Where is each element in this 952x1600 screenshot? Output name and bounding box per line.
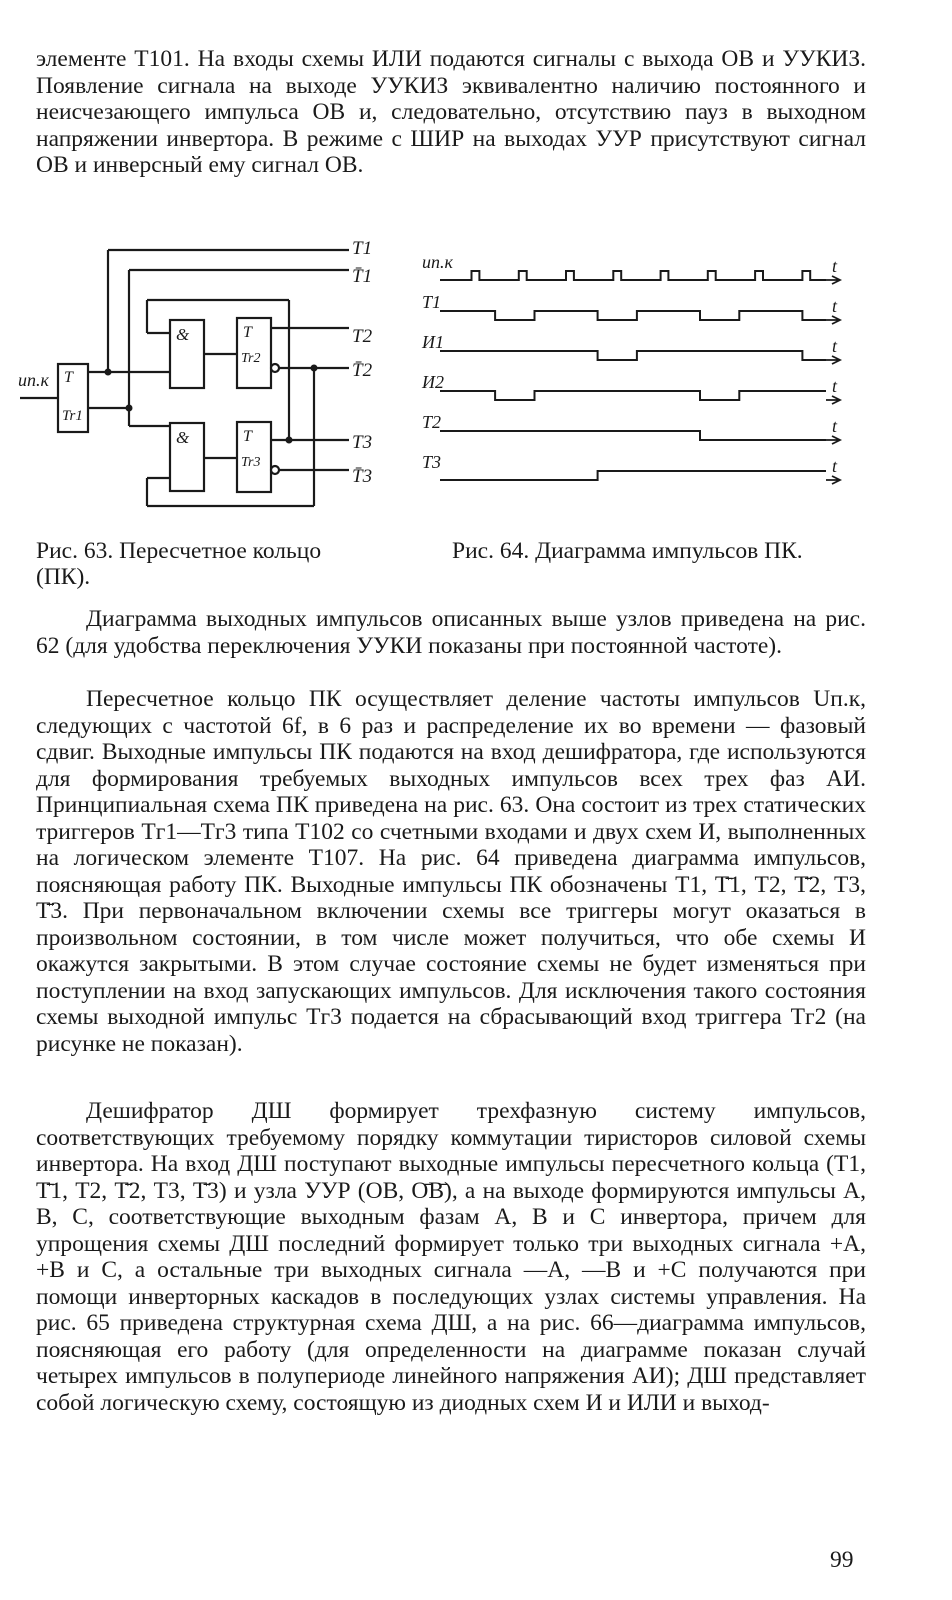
caption-fig64: Рис. 64. Диаграмма импульсов ПК. xyxy=(452,538,803,564)
time-axis-arrow xyxy=(826,396,840,404)
tr2-name-label: Tr2 xyxy=(241,351,261,366)
time-axis-arrow xyxy=(826,356,840,364)
paragraph-ring: Пересчетное кольцо ПК осуществляет деление частоты импульсов Uп.к, следующих с частотой 6f, в 6 раз и распределение их во времени — фазовый сдвиг. Выходные импульсы ПК подаются на вход дешифратора, где используются для формирования требуемых выходных импульсов всех трех фаз АИ. Принципиальная схема ПК приведена на рис. 63. Она состоит из трех статических триггеров Тг1—Тг3 типа Т102 со счетными входами и двух схем И, выполненных на логическом элементе Т107. На рис. 64 приведена диаграмма импульсов, поясняющая работу ПК. Выходные импульсы ПК обозначены Т1, Т̄1, Т2, Т̄2, Т3, Т̄3. При первоначальном включении схемы все триггеры могут оказаться в произвольном состоянии, в том числе может получиться, что обе схемы И окажутся закрытыми. В этом случае состояние схемы не будет изменяться при поступлении на вход запускающих импульсов. Для исключения такого состояния схемы выходной импульс Тг3 подается на сбрасывающий вход триггера Тг2 (на рисунке не показан). xyxy=(36,686,866,1057)
out-t1: T1 xyxy=(352,238,373,259)
tr2-t-label: T xyxy=(243,324,252,341)
out-t1-bar: T̄1 xyxy=(352,266,373,287)
and2-label: & xyxy=(176,428,190,447)
axis-t-label: t xyxy=(832,256,838,276)
pulse-trace xyxy=(440,391,826,400)
input-label: uп.к xyxy=(18,370,49,390)
axis-t-label: t xyxy=(832,376,838,396)
out-t3: T3 xyxy=(352,432,373,453)
axis-t-label: t xyxy=(832,416,838,436)
out-t2-bar: T̄2 xyxy=(352,360,373,381)
time-axis-arrow xyxy=(826,316,840,324)
tr1-name-label: Tr1 xyxy=(62,408,83,424)
paragraph-diagram: Диаграмма выходных импульсов описанных выше узлов приведена на рис. 62 (для удобства переключения УУКИ показаны при постоянной частоте). xyxy=(36,606,866,659)
pulse-trace xyxy=(440,471,826,480)
axis-t-label: t xyxy=(832,296,838,316)
figure-63-schematic xyxy=(14,230,414,510)
out-t2: T2 xyxy=(352,326,373,347)
caption-fig63: Рис. 63. Пересчетное кольцо (ПК). xyxy=(36,538,322,590)
paragraph-decoder: Дешифратор ДШ формирует трехфазную систему импульсов, соответствующих требуемому порядку коммутации тиристоров силовой схемы инвертора. На вход ДШ поступают выходные импульсы пересчетного кольца (Т1, Т̄1, Т2, Т̄2, Т3, Т̄3) и узла УУР (ОВ, О̄В̄), а на выходе формируются импульсы А, В, С, соответствующие выходным фазам А, В и С инвертора, причем для упрощения схемы ДШ последний формирует только три выходных сигнала +А, +В и С, а остальные три выходных сигнала —А, —В и +С получаются при помощи инверторных каскадов в последующих узлах системы управления. На рис. 65 приведена структурная схема ДШ, а на рис. 66—диаграмма импульсов, поясняющая его работу (для определенности на диаграмме показан случай четырех импульсов в полупериоде линейного напряжения АИ); ДШ представляет собой логическую схему, состоящую из диодных схем И и ИЛИ и выход- xyxy=(36,1098,866,1416)
tr1-t-label: T xyxy=(64,369,73,386)
pulse-trace xyxy=(440,431,826,440)
pulse-trace xyxy=(440,311,826,320)
axis-t-label: t xyxy=(832,456,838,476)
figure-64-pulse-diagram xyxy=(416,240,856,510)
pulse-trace xyxy=(440,351,826,360)
signal-label: T3 xyxy=(422,452,442,472)
page-number: 99 xyxy=(830,1547,854,1573)
time-axis-arrow xyxy=(826,436,840,444)
signal-label: И1 xyxy=(422,332,444,352)
signal-label: uп.к xyxy=(422,252,453,272)
signal-label: T1 xyxy=(422,292,442,312)
pulse-trace xyxy=(440,271,826,280)
paragraph-top: элементе Т101. На входы схемы ИЛИ подаются сигналы с выхода ОВ и УУКИЗ. Появление сигнала на выходе УУКИЗ эквивалентно наличию постоянного и неисчезающего импульса ОВ и, следовательно, отсутствию пауз в выходном напряжении инвертора. В режиме с ШИР на выходах УУР присутствуют сигнал ОВ и инверсный ему сигнал ОВ. xyxy=(36,46,866,178)
out-t3-bar: T̄3 xyxy=(352,466,373,487)
tr3-name-label: Tr3 xyxy=(241,455,261,470)
time-axis-arrow xyxy=(826,276,840,284)
tr3-t-label: T xyxy=(243,428,252,445)
and1-label: & xyxy=(176,325,190,344)
signal-label: T2 xyxy=(422,412,442,432)
time-axis-arrow xyxy=(826,476,840,484)
axis-t-label: t xyxy=(832,336,838,356)
signal-label: И2 xyxy=(422,372,444,392)
